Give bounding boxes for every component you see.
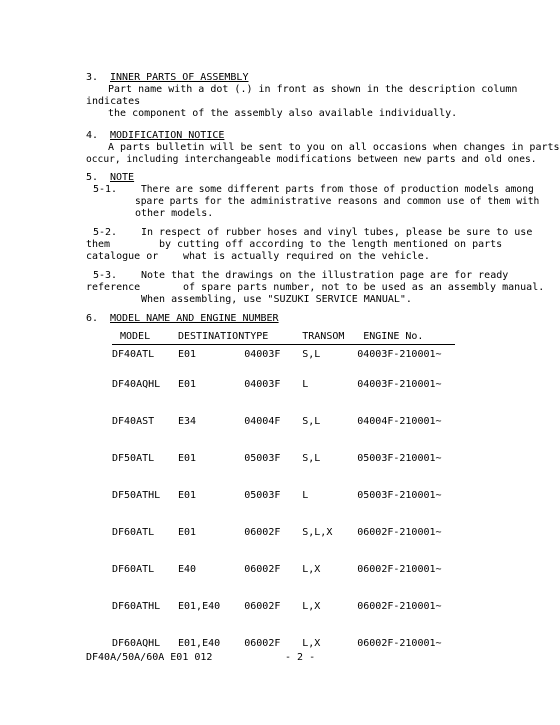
cell-transom: S,L: [302, 416, 321, 427]
cell-destination: E40: [178, 564, 197, 575]
cell-transom: L: [302, 379, 309, 390]
section-4-title: MODIFICATION NOTICE: [110, 130, 225, 141]
table-row: [112, 442, 455, 479]
note-5-1-line-3: other models.: [135, 208, 214, 219]
section-4-heading: [86, 130, 224, 142]
cell-type: 06002F: [244, 601, 281, 612]
section-6-title: MODEL NAME AND ENGINE NUMBER: [110, 313, 279, 324]
table-row: [112, 345, 455, 369]
note-5-2-number: 5-2.: [93, 227, 118, 238]
footer-page-number: - 2 -: [285, 652, 316, 663]
cell-transom: S,L: [302, 453, 321, 464]
cell-destination: E01,E40: [178, 601, 221, 612]
section-3-line-1: Part name with a dot (.) in front as shown in the description column: [108, 84, 518, 95]
cell-destination: E01: [178, 379, 197, 390]
table-row: [112, 553, 455, 590]
cell-type: 05003F: [244, 490, 281, 501]
cell-type: 04003F: [244, 379, 281, 390]
note-5-2-line-3a: catalogue or: [86, 251, 159, 262]
cell-engine-no: 05003F-210001~: [357, 490, 442, 501]
note-5-3-line-3: When assembling, use "SUZUKI SERVICE MANUAL".: [141, 294, 412, 305]
note-5-2-line-2b: by cutting off according to the length mentioned on parts: [159, 239, 503, 250]
cell-transom: L: [302, 490, 309, 501]
section-6-number: 6.: [86, 313, 99, 324]
table-row: [112, 368, 455, 405]
note-5-1-line-2: spare parts for the administrative reasons and common use of them with: [135, 196, 540, 207]
cell-model: DF60ATL: [112, 564, 155, 575]
cell-engine-no: 06002F-210001~: [357, 601, 442, 612]
note-5-2-line-2a: them: [86, 239, 111, 250]
column-header-model: MODEL: [112, 331, 178, 345]
section-3-line-3: the component of the assembly also available individually.: [108, 108, 458, 119]
cell-transom: L,X: [302, 638, 321, 649]
note-5-3-line-2a: reference: [86, 282, 141, 293]
section-3-line-2: indicates: [86, 96, 141, 107]
section-3-heading: [86, 72, 248, 84]
column-header-type: TYPE: [244, 331, 302, 345]
cell-model: DF50ATL: [112, 453, 155, 464]
cell-type: 06002F: [244, 564, 281, 575]
cell-model: DF40AQHL: [112, 379, 161, 390]
model-engine-table: [112, 331, 455, 664]
cell-engine-no: 06002F-210001~: [357, 638, 442, 649]
cell-model: DF40ATL: [112, 349, 155, 360]
table-row: [112, 590, 455, 627]
section-5-heading: [86, 172, 134, 184]
note-5-3-line-1: Note that the drawings on the illustration page are for ready: [141, 270, 509, 281]
section-4-line-2: occur, including interchangeable modifications between new parts and old ones.: [86, 154, 537, 165]
cell-engine-no: 06002F-210001~: [357, 527, 442, 538]
cell-engine-no: 04003F-210001~: [357, 379, 442, 390]
table-row: [112, 405, 455, 442]
cell-transom: S,L,X: [302, 527, 333, 538]
note-5-2-line-1: In respect of rubber hoses and vinyl tubes, please be sure to use: [141, 227, 533, 238]
cell-model: DF50ATHL: [112, 490, 161, 501]
note-5-1-line-1: There are some different parts from those of production models among: [141, 184, 534, 195]
section-4-line-1: A parts bulletin will be sent to you on all occasions when changes in parts: [108, 142, 560, 153]
cell-engine-no: 04004F-210001~: [357, 416, 442, 427]
cell-engine-no: 05003F-210001~: [357, 453, 442, 464]
column-header-engine-no: ENGINE No.: [357, 331, 455, 345]
cell-type: 04004F: [244, 416, 281, 427]
column-header-transom: TRANSOM: [302, 331, 357, 345]
note-5-2-line-3b: what is actually required on the vehicle.: [183, 251, 430, 262]
cell-model: DF60AQHL: [112, 638, 161, 649]
cell-transom: L,X: [302, 601, 321, 612]
cell-destination: E01: [178, 490, 197, 501]
cell-type: 06002F: [244, 638, 281, 649]
cell-model: DF60ATL: [112, 527, 155, 538]
note-5-1-number: 5-1.: [93, 184, 118, 195]
cell-type: 05003F: [244, 453, 281, 464]
footer-document-code: DF40A/50A/60A E01 012: [86, 652, 213, 663]
cell-destination: E01,E40: [178, 638, 221, 649]
cell-engine-no: 04003F-210001~: [357, 349, 442, 360]
table-row: [112, 516, 455, 553]
cell-destination: E01: [178, 349, 197, 360]
section-5-number: 5.: [86, 172, 99, 183]
column-header-destination: DESTINATION: [178, 331, 244, 345]
table-header-row: [112, 331, 455, 345]
section-3-number: 3.: [86, 72, 99, 83]
note-5-3-line-2b: of spare parts number, not to be used as an assembly manual.: [183, 282, 545, 293]
cell-model: DF60ATHL: [112, 601, 161, 612]
note-5-3-number: 5-3.: [93, 270, 118, 281]
cell-model: DF40AST: [112, 416, 155, 427]
section-3-title: INNER PARTS OF ASSEMBLY: [110, 72, 249, 83]
cell-destination: E01: [178, 527, 197, 538]
section-5-title: NOTE: [110, 172, 135, 183]
cell-engine-no: 06002F-210001~: [357, 564, 442, 575]
cell-type: 06002F: [244, 527, 281, 538]
cell-transom: S,L: [302, 349, 321, 360]
section-4-number: 4.: [86, 130, 99, 141]
cell-destination: E34: [178, 416, 197, 427]
cell-type: 04003F: [244, 349, 281, 360]
table-row: [112, 479, 455, 516]
cell-destination: E01: [178, 453, 197, 464]
cell-transom: L,X: [302, 564, 321, 575]
section-6-heading: [86, 313, 279, 325]
